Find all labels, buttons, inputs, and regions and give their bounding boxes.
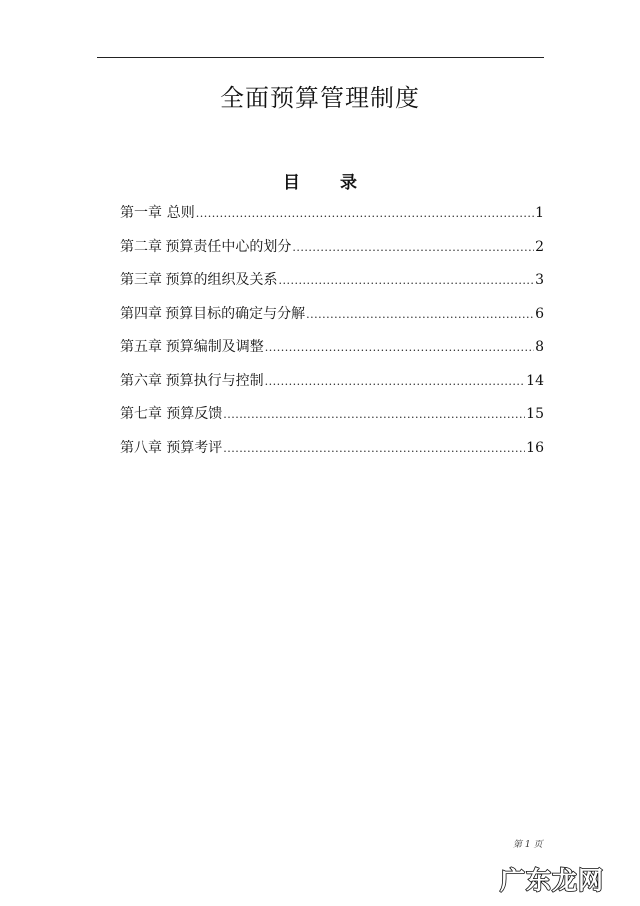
toc-chapter: 第四章 <box>120 305 162 322</box>
toc-entry-7[interactable] <box>120 403 544 426</box>
toc-chapter: 第二章 <box>120 238 162 255</box>
watermark-text: 广东龙网 <box>500 866 605 895</box>
toc-page-number: 6 <box>535 305 544 322</box>
toc-title: 总则 <box>166 205 195 221</box>
toc-chapter: 第七章 <box>120 406 162 422</box>
toc-chapter: 第六章 <box>120 372 162 389</box>
toc-leader <box>265 370 526 393</box>
toc-leader <box>196 202 534 225</box>
toc-page-number: 15 <box>526 406 544 422</box>
toc-leader <box>306 303 534 326</box>
toc-leader <box>292 236 534 259</box>
toc-title: 预算目标的确定与分解 <box>165 305 306 322</box>
toc-heading-left: 目 <box>283 173 300 193</box>
toc-title: 预算编制及调整 <box>165 339 264 355</box>
toc-title: 预算的组织及关系 <box>165 272 278 288</box>
toc-entry-4[interactable] <box>120 303 544 326</box>
toc-entry-1[interactable] <box>120 202 544 225</box>
toc-chapter: 第八章 <box>120 439 162 456</box>
toc-chapter: 第三章 <box>120 272 162 288</box>
toc-heading-right: 录 <box>340 173 357 193</box>
toc-entry-3[interactable] <box>120 269 544 292</box>
toc-entry-8[interactable] <box>120 437 544 460</box>
toc-page-number: 8 <box>535 339 544 355</box>
toc-leader <box>223 437 525 460</box>
toc-title: 预算考评 <box>166 439 223 456</box>
table-of-contents <box>120 202 544 470</box>
toc-chapter: 第五章 <box>120 339 162 355</box>
toc-page-number: 16 <box>526 439 544 456</box>
header-rule <box>97 57 544 58</box>
toc-title: 预算责任中心的划分 <box>165 238 292 255</box>
toc-page-number: 1 <box>535 205 544 221</box>
toc-entry-6[interactable] <box>120 370 544 393</box>
toc-title: 预算反馈 <box>166 406 223 422</box>
toc-entry-2[interactable] <box>120 236 544 259</box>
toc-heading <box>0 168 640 193</box>
footer-page-number: 第 1 页 <box>513 840 543 850</box>
toc-leader <box>223 403 525 426</box>
toc-entry-5[interactable] <box>120 336 544 359</box>
toc-title: 预算执行与控制 <box>165 372 264 389</box>
toc-chapter: 第一章 <box>120 205 162 221</box>
toc-leader <box>279 269 535 292</box>
toc-page-number: 2 <box>535 238 544 255</box>
toc-leader <box>265 336 534 359</box>
document-title: 全面预算管理制度 <box>220 84 420 112</box>
toc-page-number: 3 <box>535 272 544 288</box>
site-watermark <box>500 861 604 897</box>
toc-page-number: 14 <box>526 372 544 389</box>
